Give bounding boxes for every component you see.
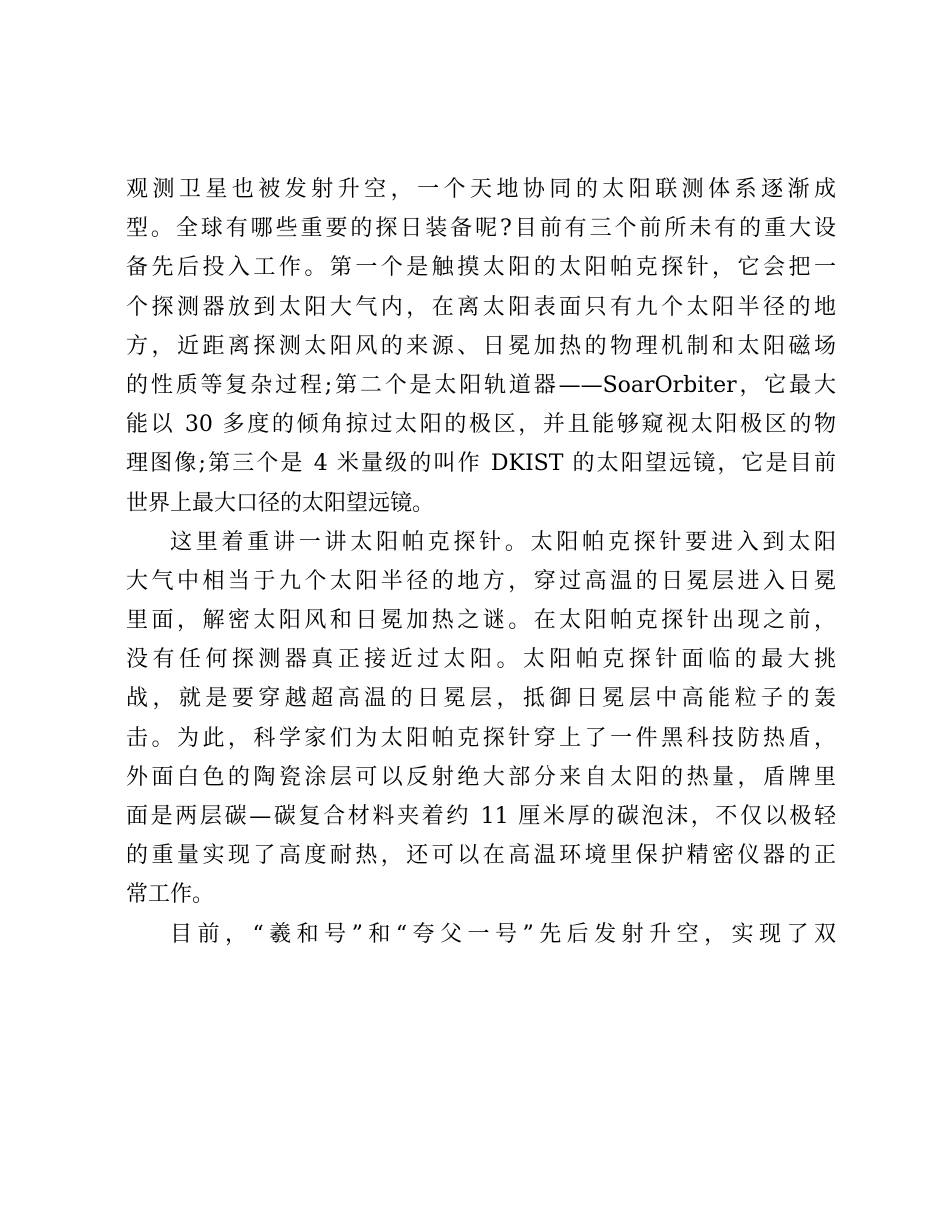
body-text [126,170,836,954]
text-line: 型。全球有哪些重要的探日装备呢?目前有三个前所未有的重大设 [126,216,836,242]
text-line: 没有任何探测器真正接近过太阳。太阳帕克探针面临的最大挑 [126,647,836,673]
text-line: 能以 30 多度的倾角掠过太阳的极区，并且能够窥视太阳极区的物 [126,412,836,438]
text-line: 战，就是要穿越超高温的日冕层，抵御日冕层中高能粒子的轰 [126,686,836,712]
text-line: 击。为此，科学家们为太阳帕克探针穿上了一件黑科技防热盾， [126,725,836,751]
text-line: 的重量实现了高度耐热，还可以在高温环境里保护精密仪器的正 [126,843,836,869]
text-line: 个探测器放到太阳大气内，在离太阳表面只有九个太阳半径的地 [126,294,836,320]
text-line: 世界上最大口径的太阳望远镜。 [126,490,435,516]
text-line: 的性质等复杂过程;第二个是太阳轨道器——SoarOrbiter，它最大 [126,372,836,398]
paragraph-1 [126,170,836,523]
text-line: 理图像;第三个是 4 米量级的叫作 DKIST 的太阳望远镜，它是目前 [126,451,836,477]
text-line: 这里着重讲一讲太阳帕克探针。太阳帕克探针要进入到太阳 [170,529,836,555]
text-line: 备先后投入工作。第一个是触摸太阳的太阳帕克探针，它会把一 [126,255,836,281]
text-line: 观测卫星也被发射升空，一个天地协同的太阳联测体系逐渐成 [126,177,836,202]
text-line: 常工作。 [126,882,215,908]
text-line: 大气中相当于九个太阳半径的地方，穿过高温的日冕层进入日冕 [126,568,836,594]
text-line: 方，近距离探测太阳风的来源、日冕加热的物理机制和太阳磁场 [126,333,836,359]
text-line: 外面白色的陶瓷涂层可以反射绝大部分来自太阳的热量，盾牌里 [126,764,836,790]
paragraph-3 [126,915,836,954]
text-line: 里面，解密太阳风和日冕加热之谜。在太阳帕克探针出现之前， [126,608,836,634]
paragraph-2 [126,523,836,915]
text-line: 目前，“羲和号”和“夸父一号”先后发射升空，实现了双 [170,921,836,947]
text-line: 面是两层碳—碳复合材料夹着约 11 厘米厚的碳泡沫，不仅以极轻 [126,804,836,829]
